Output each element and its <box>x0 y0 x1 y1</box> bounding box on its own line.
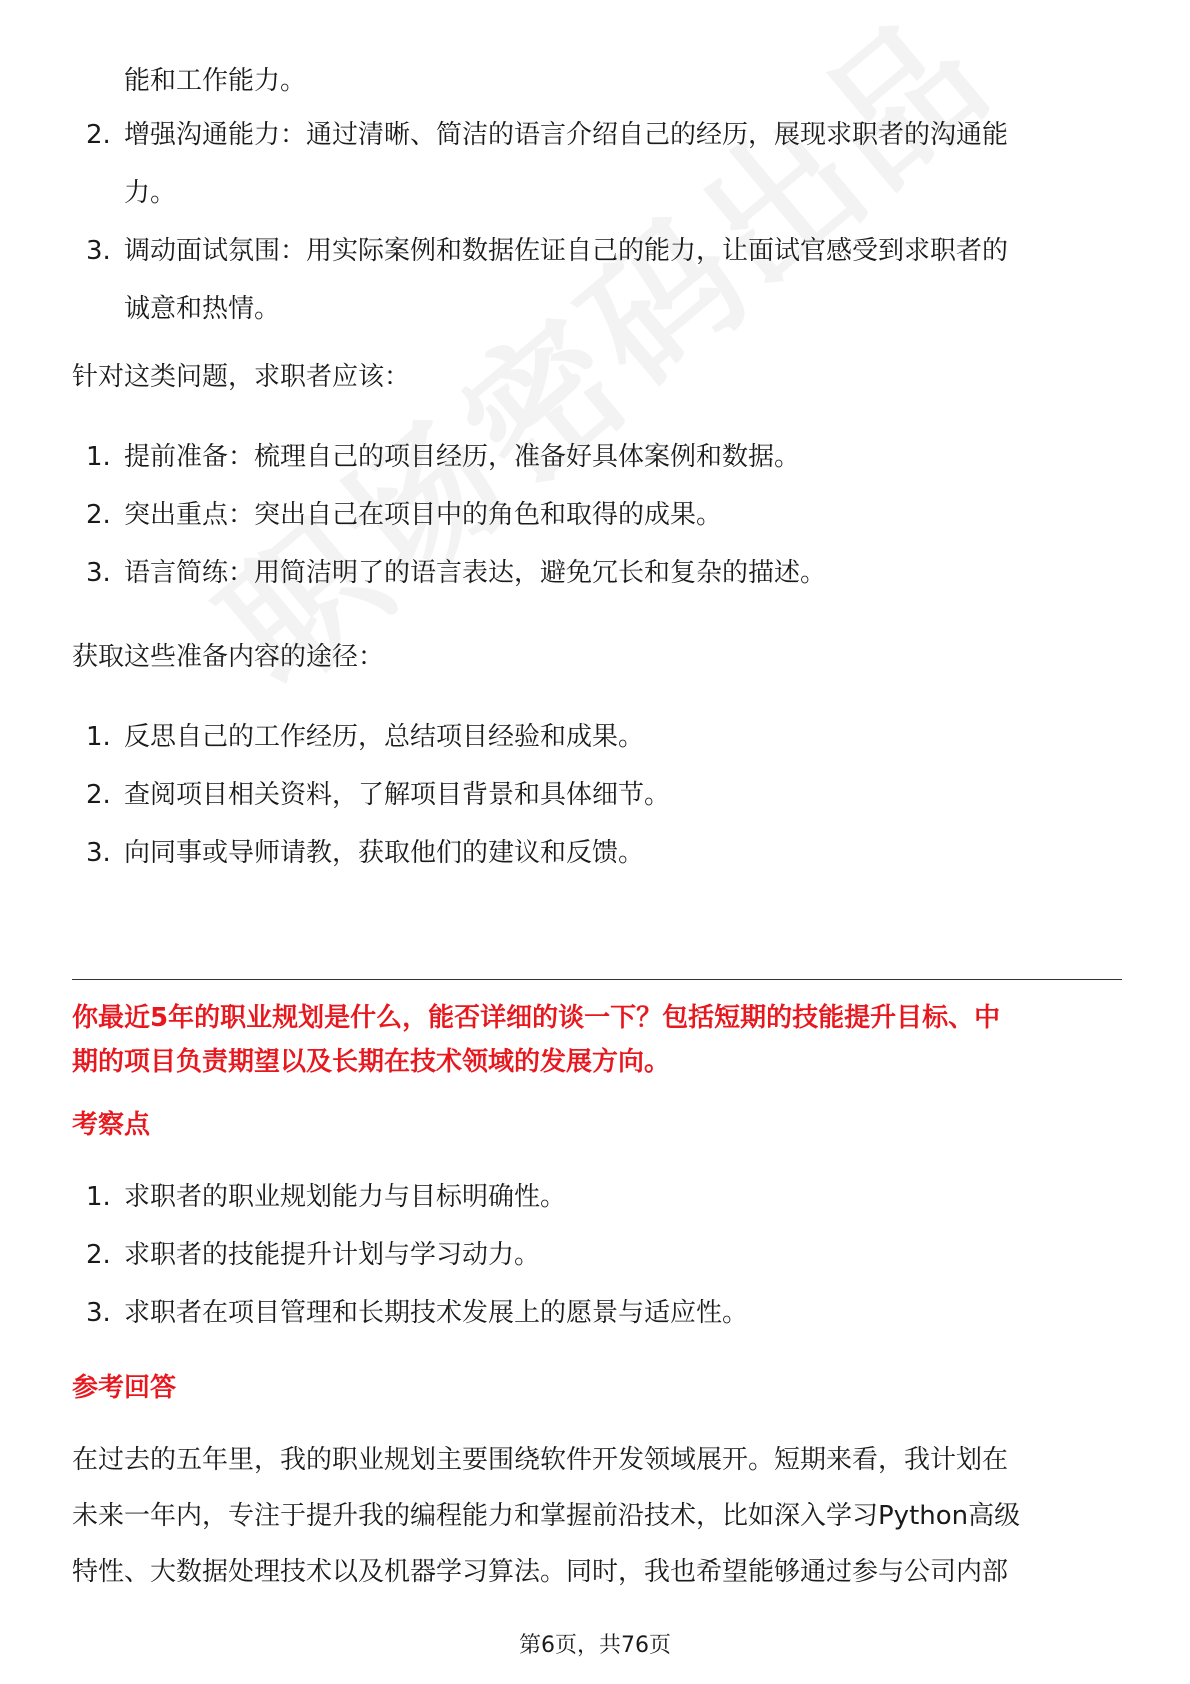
list-number: 1. <box>86 722 111 752</box>
kaochadian-heading-block <box>72 1106 1122 1144</box>
list-item <box>72 222 1122 338</box>
list-number: 2. <box>86 780 111 810</box>
list-item <box>72 1226 1122 1284</box>
list-item <box>72 1284 1122 1342</box>
list-text-continuation: 力。 <box>124 178 177 208</box>
list-text: 求职者的技能提升计划与学习动力。 <box>124 1240 541 1270</box>
question-block <box>72 999 1122 1081</box>
page-footer: 第6页，共76页 <box>519 1633 671 1658</box>
list-number: 1. <box>86 442 111 472</box>
section-intro: 针对这类问题，求职者应该： <box>72 362 411 392</box>
answer-line: 特性、大数据处理技术以及机器学习算法。同时，我也希望能够通过参与公司内部 <box>72 1557 1009 1587</box>
list-text: 求职者的职业规划能力与目标明确性。 <box>124 1182 567 1212</box>
list-text: 查阅项目相关资料，了解项目背景和具体细节。 <box>124 780 671 810</box>
list-item <box>72 544 1122 602</box>
list-number: 2. <box>86 120 111 150</box>
section-divider <box>72 979 1122 980</box>
list-number: 3. <box>86 1298 111 1328</box>
list-a <box>72 106 1122 338</box>
list-number: 3. <box>86 838 111 868</box>
list-text: 调动面试氛围：用实际案例和数据佐证自己的能力，让面试官感受到求职者的 <box>124 236 1009 266</box>
list-number: 1. <box>86 1182 111 1212</box>
list-number: 2. <box>86 500 111 530</box>
answer-heading: 参考回答 <box>72 1373 177 1403</box>
intro-c <box>72 628 1122 686</box>
list-item <box>72 1168 1122 1226</box>
continuation-text <box>124 52 1124 110</box>
list-c <box>72 708 1122 882</box>
list-text: 反思自己的工作经历，总结项目经验和成果。 <box>124 722 645 752</box>
list-item <box>72 766 1122 824</box>
list-number: 3. <box>86 236 111 266</box>
list-item <box>72 106 1122 222</box>
list-text: 向同事或导师请教，获取他们的建议和反馈。 <box>124 838 645 868</box>
list-item <box>72 708 1122 766</box>
list-item <box>72 486 1122 544</box>
list-text-continuation: 诚意和热情。 <box>124 294 281 324</box>
list-text: 求职者在项目管理和长期技术发展上的愿景与适应性。 <box>124 1298 749 1328</box>
list-item <box>72 428 1122 486</box>
question-line: 你最近5年的职业规划是什么，能否详细的谈一下？包括短期的技能提升目标、中 <box>72 1003 1001 1033</box>
list-text: 增强沟通能力：通过清晰、简洁的语言介绍自己的经历，展现求职者的沟通能 <box>124 120 1009 150</box>
list-text: 突出重点：突出自己在项目中的角色和取得的成果。 <box>124 500 723 530</box>
section-intro: 获取这些准备内容的途径： <box>72 642 385 672</box>
list-number: 2. <box>86 1240 111 1270</box>
answer-heading-block <box>72 1369 1122 1407</box>
kaochadian-list <box>72 1168 1122 1342</box>
continuation-line: 能和工作能力。 <box>124 66 307 96</box>
intro-b <box>72 348 1122 406</box>
list-text: 提前准备：梳理自己的项目经历，准备好具体案例和数据。 <box>124 442 801 472</box>
answer-line: 未来一年内，专注于提升我的编程能力和掌握前沿技术，比如深入学习Python高级 <box>72 1501 1021 1531</box>
answer-line: 在过去的五年里，我的职业规划主要围绕软件开发领域展开。短期来看，我计划在 <box>72 1445 1009 1475</box>
answer-paragraph <box>72 1432 1122 1600</box>
list-item <box>72 824 1122 882</box>
question-line: 期的项目负责期望以及长期在技术领域的发展方向。 <box>72 1047 671 1077</box>
list-number: 3. <box>86 558 111 588</box>
kaochadian-heading: 考察点 <box>72 1110 151 1140</box>
list-text: 语言简练：用简洁明了的语言表达，避免冗长和复杂的描述。 <box>124 558 827 588</box>
list-b <box>72 428 1122 602</box>
